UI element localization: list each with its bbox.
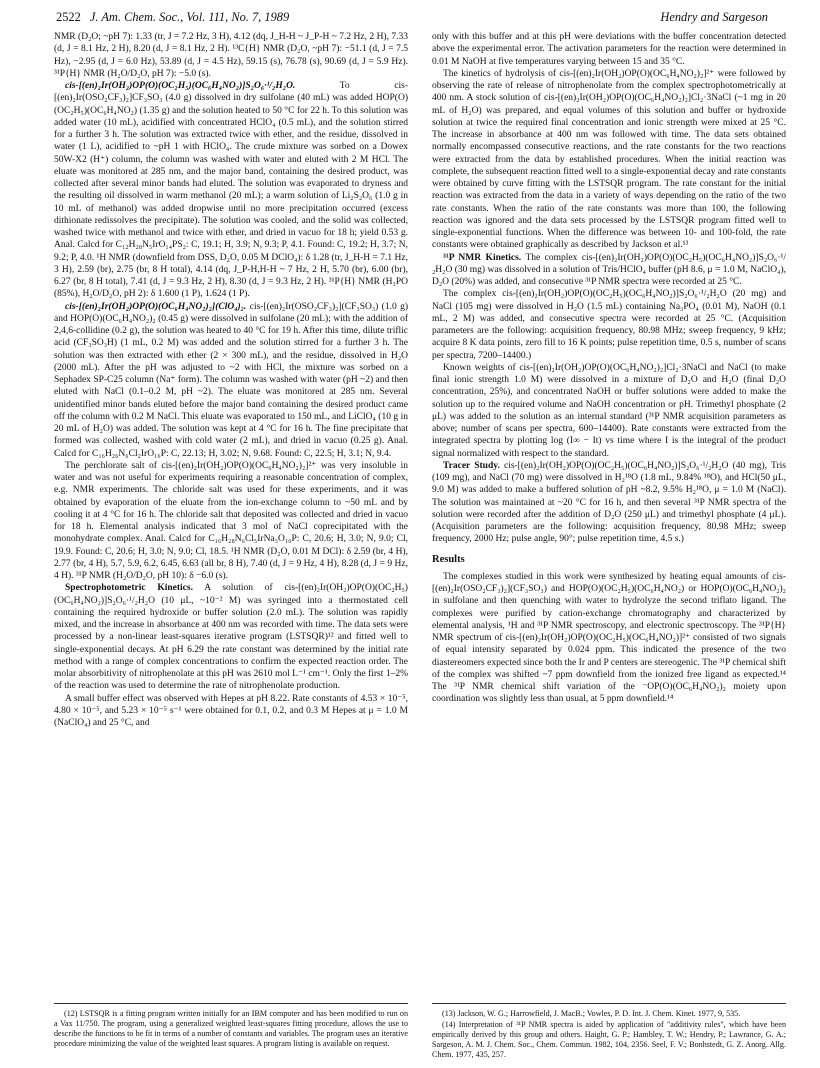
- paragraph: [432, 288, 786, 362]
- paragraph: [432, 362, 786, 460]
- paragraph: [432, 571, 786, 706]
- footnotes-right: [432, 1009, 786, 1061]
- paragraph-heading: cis-[(en)₂Ir(OH₂)OP(O)(OC₆H₄NO₂)₂](ClO₄)₂.: [65, 301, 247, 312]
- running-head-left: [56, 10, 295, 25]
- journal-citation: J. Am. Chem. Soc., Vol. 111, No. 7, 1989: [89, 10, 290, 24]
- paragraph-text: The complexes studied in this work were synthesized by heating equal amounts of cis-[(en)₂Ir(OSO₂CF₃)₂](CF₃SO₃) and HOP(O)(OC₂H₅)(OC₆H₄NO₂) or HOP(O)(OC₆H₄NO₂)₂ in sulfolane and then quenching with water to hydrolyze the second triflato ligand. The complexes were purified by cation-exchange chromatography and characterized by elemental analysis, ¹H and ³¹P NMR spectroscopy, and electronic spectroscopy. The ³¹P{H} NMR spectrum of cis-[(en)₂Ir(OH₂)OP(O)(OC₂H₅)(OC₆H₄NO₂)]²⁺ consisted of two signals of equal intensity separated by 0.024 ppm. This indicated the presence of the two diastereomers expected since both the Ir and P centers are stereogenic. The ³¹P chemical shift of the complex was shifted ~7 ppm downfield from the ionized free ligand as expected.¹⁴ The ³¹P NMR chemical shift variation of the ⁻OP(O)(OC₆H₄NO₂)₂ moiety upon coordination was slightly less than usual, at 5 ppm downfield.¹⁴: [432, 571, 786, 705]
- paragraph: [432, 460, 786, 546]
- paragraph-text: The complex cis-[(en)₂Ir(OH₂)OP(O)(OC₂H₅)(OC₆H₄NO₂)]S₂O₆·¹/₂H₂O (20 mg) and NaCl (105 mg) were dissolved in H₂O (1.5 mL) containing Na₃PO₄ (0.01 M), NaOH (0.1 mL, 2 M) was added, and consecutive spectra were recorded at 25 °C. (Acquisition parameters are the following: acquisition frequency, 80.98 MHz; sweep frequency, 9 kHz; acquire 8 K data points, zero fill to 16 K points; pulse repetition time, 0.5 s, number of scans per spectra, 7200–14400.): [432, 289, 786, 361]
- paragraph-text: cis-[(en)₂Ir(OSO₂CF₃)₂](CF₃SO₃) (1.0 g) and HOP(O)(OC₆H₄NO₂)₂ (0.45 g) were dissolved in sulfolane (20 mL); with the addition of 2,4,6-collidine (0.2 g), the solution was heated to 40 °C for 19 h. After this time, dilute triflic acid (CF₃SO₃H) (1 mL, 0.2 M) was added and the solution stirred for a further 3 h. The solution was then extracted with ether (2 × 300 mL), and the residue, dissolved in H₂O (2000 mL). After the pH was adjusted to ~2 with HCl, the mixture was sorbed on a Sephadex SP-C25 column (Na⁺ form). The column was washed with water (pH ~2) and then eluted with NaCl (0.1–0.2 M, pH ~2). The eluate was monitored at 285 nm. Several unidentified minor bands eluted before the major band containing the desired product came off the column with 0.2 M NaCl. This eluate was evaporated to 150 mL, and LiClO₄ (10 g in 20 mL of H₂O) was added. The solution was kept at 4 °C for 16 h. The fine precipitate that formed was collected, washed with cold water (2 mL), and dried in vacuo (0.25 g). Anal. Calcd for C₁₆H₂₆N₆Cl₂IrO₁₆P: C, 22.13; H, 3.02; N, 9.68. Found: C, 22.5; H, 3.1; N, 9.4.: [54, 301, 408, 459]
- paragraph: [432, 31, 786, 68]
- section-heading: Results: [432, 553, 465, 565]
- paragraph-text: The perchlorate salt of cis-[(en)₂Ir(OH₂)OP(O)(OC₆H₄NO₂)₂]²⁺ was very insoluble in water and was not useful for experiments requiring a reasonable concentration of complex, e.g. NMR experiments. The chloride salt was used for these experiments, and it was obtained by evaporation of the eluate from the ion-exchange column to ~50 mL and by cooling it at 4 °C for 16 h. The chloride salt that deposited was collected and dried in vacuo for 18 h. Elemental analysis indicated that 3 mol of NaCl coprecipitated with the monohydrate complex. Anal. Calcd for C₁₆H₂₈N₆Cl₅IrNa₃O₁₀P: C, 20.6; H, 3.0; N, 9.0; Cl, 19.9. Found: C, 20.6; H, 3.0; N, 9.0; Cl, 18.5. ¹H NMR (D₂O, 0.01 M DCl): δ 2.59 (br, 4 H), 2.77 (br, 4 H), 5.7, 5.9, 6.2, 6.45, 6.63 (all br, 8 H), 7.40 (d, J = 9 Hz, 4 H), 8.28 (d, J = 9 Hz, 4 H). ³¹P NMR (H₂O/D₂O, pH 10): δ −6.0 (s).: [54, 460, 408, 581]
- running-head: [56, 10, 768, 28]
- footnote: (12) LSTSQR is a fitting program written initially for an IBM computer and has been modified to run on a Vax 11/750. The program, using a generalized weighted least-squares fitting procedure, allows the use to describe the functions to be fit in terms of a number of constants and variables. The program uses an iterative procedure minimizing the value of the weighted least squares. A program listing is available on request.: [54, 1009, 408, 1048]
- paragraph-text: The kinetics of hydrolysis of cis-[(en)₂Ir(OH₂)OP(O)(OC₆H₄NO₂)₂]²⁺ were followed by observing the rate of release of nitrophenolate from the complex spectrophotometrically at 400 nm. A stock solution of cis-[(en)₂Ir(OH₂)OP(O)(OC₆H₄NO₂)₂]Cl₂·3NaCl (~1 mg in 20 mL of H₂O) was prepared, and equal volumes of this solution and buffer or hydroxide solution at twice the required final concentration and ionic strength were mixed at 25 °C. The increase in absorbance at 400 nm was followed with time. The data sets obtained normally encompassed consecutive reactions, and the rate constants for the two reactions were extracted from the data by established procedures. When the initial reaction was complete, the subsequent reaction fitted well to a single-exponential decay and rate constants were obtained by curve fitting with the LSTSQR program. The rate constant for the initial reaction was extracted from the data in a variety of ways depending on the ratio of the two rate constants. When the ratio of the rate constants was more than 100, the following reaction was ignored and the data sets processed by the LSTSQR program fitted well to single-exponential functions. When the difference was between 10- and 100-fold, the rate constants were obtained graphically as described by Jackson et al.¹³: [432, 68, 786, 251]
- footnote-rule-right: [432, 1003, 786, 1004]
- running-head-authors: Hendry and Sargeson: [660, 10, 768, 24]
- paragraph-heading: Tracer Study.: [443, 460, 500, 471]
- paragraph: [432, 252, 786, 289]
- paragraph-text: A small buffer effect was observed with Hepes at pH 8.22. Rate constants of 4.53 × 10⁻⁵, 4.80 × 10⁻⁵, and 5.23 × 10⁻⁵ s⁻¹ were obtained for 0.1, 0.2, and 0.3 M Hepes at μ = 1.0 M (NaClO₄) and 25 °C, and: [54, 693, 408, 728]
- paragraph: [54, 80, 408, 301]
- paragraph-text: NMR (D₂O; ~pH 7): 1.33 (tr, J = 7.2 Hz, 3 H), 4.12 (dq, J_H-H ~ J_P-H ~ 7.2 Hz, 2 H), 7.33 (d, J = 8.1 Hz, 2 H), 8.20 (d, J = 8.1 Hz, 2 H). ¹³C{H} NMR (D₂O, ~pH 7): −51.1 (d, J = 7.5 Hz), −2.95 (d, J = 6.0 Hz), 53.89 (d, J = 4.5 Hz), 59.15 (s), 76.78 (s), 90.69 (d, J = 5.9 Hz). ³¹P{H} NMR (H₂O/D₂O, pH 7): −5.0 (s).: [54, 32, 408, 79]
- paragraph: [54, 301, 408, 460]
- footnote-rule-left: [54, 1003, 408, 1004]
- paragraph-heading: cis-[(en)₂Ir(OH₂)OP(O)(OC₂H₅)(OC₆H₄NO₂)]S₂O₆·¹/₂H₂O.: [65, 81, 296, 91]
- paragraph-text: A solution of cis-[(en)₂Ir(OH₂)OP(O)(OC₂H₅)(OC₆H₄NO₂)]S₂O₆·¹/₂H₂O (10 μL, ~10⁻² M) was syringed into a thermostated cell containing the required hydroxide or buffer solution (2.0 mL). The solution was rapidly mixed, and the increase in absorbance at 400 nm was recorded with time. The data sets were processed by a non-linear least-squares iterative program (LSTSQR)¹² and fitted well to single-exponential decays. At pH 6.29 the rate constant was determined by the initial rate method with a range of complex concentrations to confirm the expected reaction order. The molar absorbitivity of nitrophenolate at this pH was 2610 mol L⁻¹ cm⁻¹. Only the first 1–2% of the reaction was used to determine the rate of nitrophenolate production.: [54, 583, 408, 692]
- paragraph: [432, 68, 786, 252]
- page-number: 2522: [56, 10, 81, 24]
- footnote: (14) Interpretation of ³¹P NMR spectra is aided by application of "additivity rules", which have been empirically derived by this group and others. Haight, G. P.; Hambley, T. W.; Hendry, P.; Lawrance, G. A.; Sargeson, A. M. J. Chem. Soc., Chem. Commun. 1982, 104, 2356. Seel, F. V.; Bonhstedt, G. Z. Anorg. Allg. Chem. 1977, 435, 257.: [432, 1019, 786, 1059]
- paragraph-text: The complex cis-[(en)₂Ir(OH₂)OP(O)(OC₂H₅)(OC₆H₄NO₂)]S₂O₆·¹/₂H₂O (30 mg) was dissolved in a solution of Tris/HClO₄ buffer (pH 8.6, μ = 1.0 M, NaClO₄), D₂O (20%) was added, and consecutive ³¹P NMR spectra were recorded at 25 °C.: [432, 252, 786, 287]
- left-column: [54, 31, 408, 729]
- paragraph-text: only with this buffer and at this pH were deviations with the buffer concentration detected above the experimental error. The activation parameters for the reaction were determined in 0.01 M NaOH at five temperatures varying between 15 and 35 °C.: [432, 32, 786, 67]
- footnote: (13) Jackson, W. G.; Harrowfield, J. MacB.; Vowles, P. D. Int. J. Chem. Kinet. 1977, 9, 535.: [442, 1009, 741, 1018]
- paragraph-heading: Spectrophotometric Kinetics.: [65, 583, 193, 594]
- paragraph-text: Known weights of cis-[(en)₂Ir(OH₂)OP(O)(OC₆H₄NO₂)₂]Cl₂·3NaCl and NaCl (to make final ionic strength 1.0 M) were dissolved in a mixture of D₂O and H₂O (final D₂O concentration, 25%), and concentrated NaOH or buffer solutions were added to make the solution up to the required volume and NaOH concentration or pH. Trimethyl phosphate (2 μL) was added to the solution as an internal standard (³¹P NMR acquisition parameters as above; number of scans per spectra, 600–14400). Rate constants were extracted from the integrated spectra by plotting log (I∞ − It) vs time where I is the integral of the product signal normalized with respect to the standard.: [432, 362, 786, 459]
- right-column: [432, 31, 786, 706]
- paragraph: [54, 582, 408, 692]
- footnotes-left: [54, 1009, 408, 1050]
- paragraph-text: cis-[(en)₂Ir(OH₂)OP(O)(OC₂H₅)(OC₆H₄NO₂)]S₂O₆·¹/₂H₂O (40 mg), Tris (109 mg), and NaCl (70 mg) were dissolved in H₂¹⁸O (1.8 mL, 9.84% ¹⁸O), and HCl(50 μL, 9.0 M) was added to make a buffered solution of pH ~8.2, 9.5% H₂¹⁸O, μ = 1.0 M (NaCl). The solution was maintained at ~20 °C for 16 h, and then several ³¹P NMR spectra of the solution were recorded after the addition of D₂O (250 μL) and trimethyl phosphate (4 μL). (Acquisition parameters are the following: acquisition frequency, 80.98 MHz; sweep frequency, 2000 Hz; pulse angle, 90°; pulse repetition time, 4.5 s.): [432, 460, 786, 545]
- paragraph: [54, 460, 408, 583]
- paragraph-heading: ³¹P NMR Kinetics.: [443, 252, 522, 263]
- paragraph: [54, 693, 408, 730]
- paragraph-text: To cis-[(en)₂Ir(OSO₂CF₃)₂]CF₃SO₃ (4.0 g) dissolved in dry sulfolane (40 mL) was added HOP(O)(OC₂H₅)(OC₆H₄NO₂) (1.35 g) and the solution heated to 50 °C for 22 h. To this solution was added water (10 mL), acidified with concentrated HClO₄ (0.5 mL), and the solution stirred for a further 3 h. The solution was extracted twice with ether, and the residue, dissolved in water (1 L), acidified to ~pH 1 with HClO₄. The crude mixture was sorbed on a Dowex 50W-X2 (H⁺) column, the column was washed with water and eluted with 2 M HCl. The eluate was monitored at 285 nm, and the major band, containing the desired product, was collected after several minor bands had eluted. The solution was evaporated to dryness and the resulting oil dissolved in warm methanol (20 mL); a warm solution of Li₂S₂O₆ (1.0 g in 10 mL of methanol) was added dropwise until no more precipitation occurred (excess dithionate redissolves the precipitate). The solution was cooled, and the solid was collected, washed twice with methanol and twice with ether, and dried in vacuo for 18 h; yield 0.53 g. Anal. Calcd for C₁₂H₂₈N₅IrO₁₄PS₂: C, 19.1; H, 3.9; N, 9.3; P, 4.1. Found: C, 19.2; H, 3.7; N, 9.2; P, 4.0. ¹H NMR (downfield from DSS, D₂O, 0.05 M DClO₄): δ 1.28 (tr, J_H-H = 7.1 Hz, 3 H), 2.59 (br), 2.75 (br, 8 H total), 4.14 (dq, J_P-H,H-H ~ 7 Hz, 2 H, 5.70 (br), 6.00 (br), 6.27 (br, 8 H total), 7.41 (d, J = 9.3 Hz, 2 H), 8.30 (d, J = 9.3 Hz, 2 H). ³¹P{H} NMR (H₃PO (85%), H₂O/D₂O, pH 2): δ 1.600 (1 P), 1.624 (1 P).: [54, 81, 408, 300]
- paragraph: [54, 31, 408, 80]
